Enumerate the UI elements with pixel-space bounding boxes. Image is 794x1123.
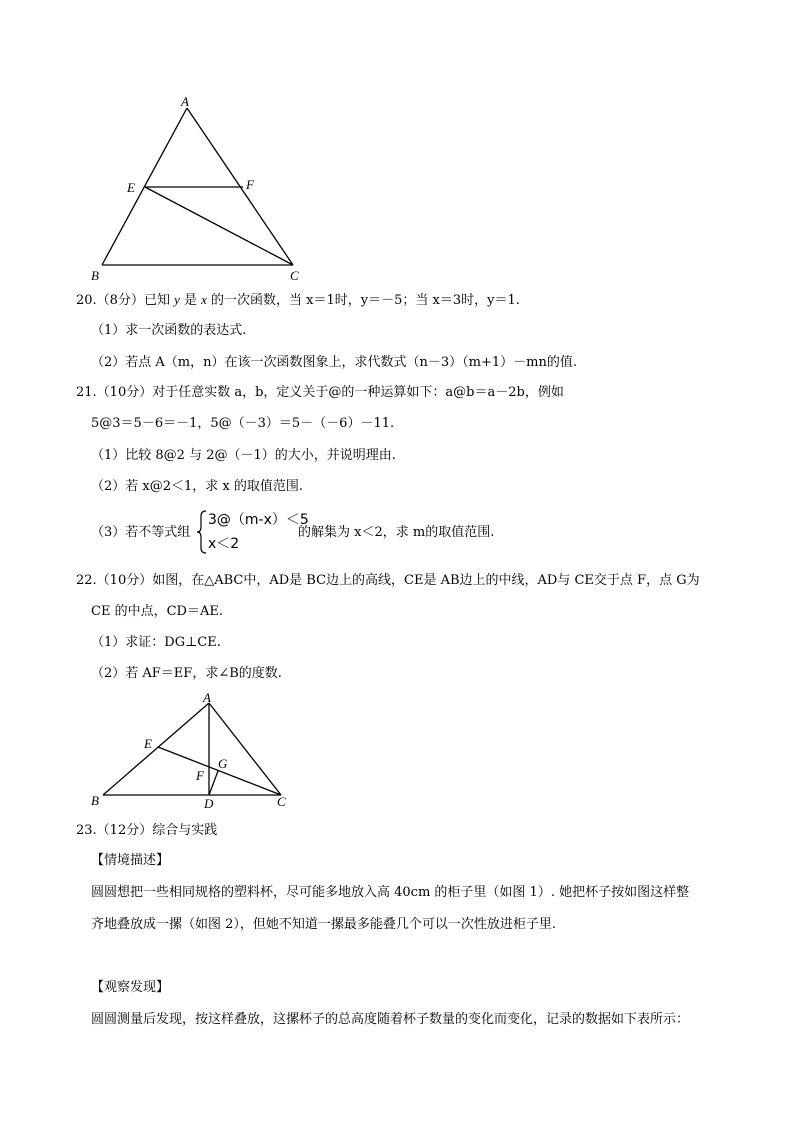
q20-part2: （2）若点 A（m，n）在该一次函数图象上，求代数式（n－3）（m+1）－mn的值. xyxy=(91,355,577,370)
brace-icon xyxy=(196,509,208,555)
label-c: C xyxy=(277,794,286,809)
q22-part1: （1）求证：DG⊥CE. xyxy=(91,635,221,650)
q23-para2: 圆圆测量后发现，按这样叠放，这摞杯子的总高度随着杯子数量的变化而变化，记录的数据如下表所示： xyxy=(91,1012,690,1027)
q22-stem2: CE 的中点，CD＝AE. xyxy=(91,604,223,619)
q23-heading-scenario: 【情境描述】 xyxy=(91,853,170,868)
q20-stem-a: 20.（8分）已知 xyxy=(76,293,175,308)
q23-heading-observe: 【观察发现】 xyxy=(91,980,170,995)
q21-system-line2: x＜2 xyxy=(208,536,240,552)
label-a: A xyxy=(203,690,211,705)
label-f: F xyxy=(246,177,254,192)
label-b: B xyxy=(91,793,99,808)
label-d: D xyxy=(204,796,214,811)
figure-triangle-2 xyxy=(85,690,300,812)
label-a: A xyxy=(181,94,189,109)
label-b: B xyxy=(91,268,99,283)
q20-stem xyxy=(76,291,520,310)
q20-part1: （1）求一次函数的表达式. xyxy=(91,323,247,338)
segment-ec xyxy=(145,187,293,265)
q23-stem: 23.（12分）综合与实践 xyxy=(76,823,218,838)
q21-part3-suffix: 的解集为 x＜2，求 m的取值范围. xyxy=(298,525,495,540)
label-c: C xyxy=(290,268,299,283)
label-e: E xyxy=(144,736,152,751)
segment-ab xyxy=(103,703,209,795)
q21-part3-prefix: （3）若不等式组 xyxy=(91,525,191,540)
q21-system-line1: 3@（m-x）＜5 xyxy=(208,512,309,528)
q21-example: 5@3＝5－6＝－1，5@（－3）＝5－（－6）－11. xyxy=(91,416,395,431)
q22-stem: 22.（10分）如图，在△ABC中，AD是 BC边上的高线，CE是 AB边上的中线，AD与 CE交于点 F，点 G为 xyxy=(76,573,700,588)
q21-part2: （2）若 x@2＜1，求 x 的取值范围. xyxy=(91,479,304,494)
q20-var-y: y xyxy=(174,292,180,307)
q23-para1-line1: 圆圆想把一些相同规格的塑料杯，尽可能多地放入高 40cm 的柜子里（如图 1）. 她把杯子按如图这样整 xyxy=(91,885,690,900)
label-g: G xyxy=(218,756,228,771)
q20-stem-c: 的一次函数，当 x＝1时，y＝－5；当 x＝3时，y＝1. xyxy=(206,293,520,308)
q20-stem-b: 是 xyxy=(179,293,202,308)
label-e: E xyxy=(127,180,135,195)
segment-dg xyxy=(209,771,218,795)
q22-part2: （2）若 AF＝EF，求∠B的度数. xyxy=(91,666,282,681)
q23-para1-line2: 齐地叠放成一摞（如图 2），但她不知道一摞最多能叠几个可以一次性放进柜子里. xyxy=(91,917,557,932)
q21-stem: 21.（10分）对于任意实数 a，b，定义关于@的一种运算如下：a@b＝a－2b，例如 xyxy=(76,385,564,400)
q20-var-x: x xyxy=(201,292,207,307)
q21-part1: （1）比较 8@2 与 2@（－1）的大小，并说明理由. xyxy=(91,448,396,463)
figure-triangle-1 xyxy=(80,90,320,285)
label-f: F xyxy=(196,768,204,783)
